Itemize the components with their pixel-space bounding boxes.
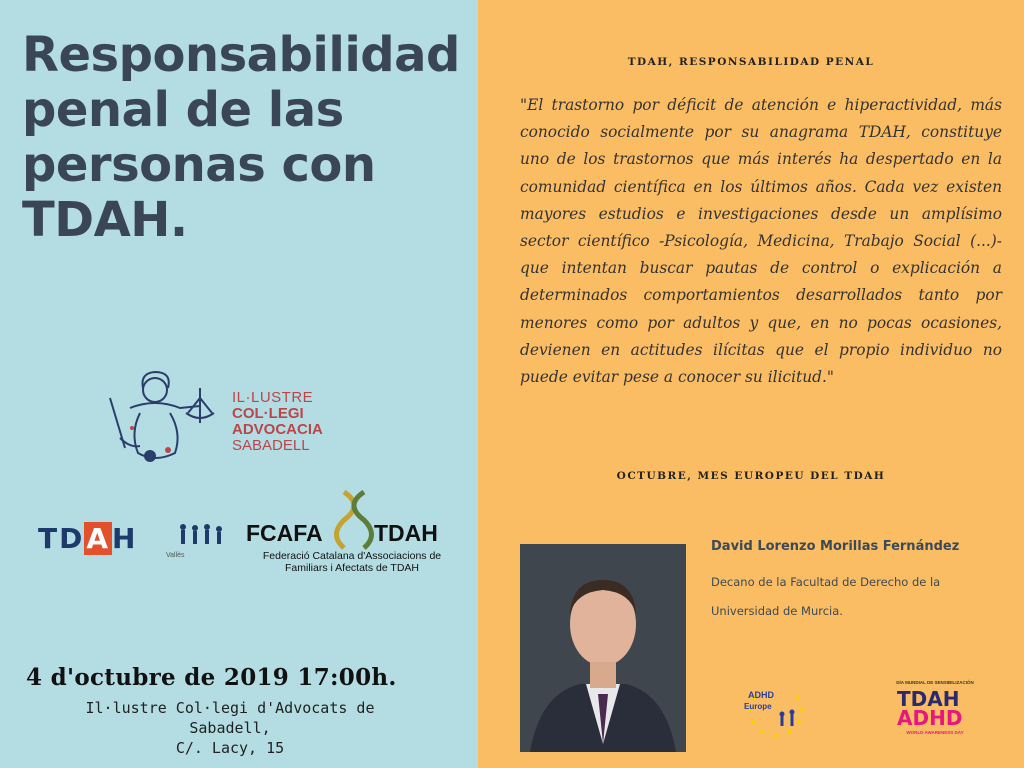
venue-line1: Il·lustre Col·legi d'Advocats de [85,699,375,717]
right-heading: TDAH, RESPONSABILIDAD PENAL [627,56,875,68]
justice-figure-icon [100,368,225,468]
fcafa-subtitle: Federació Catalana d'Associacions de Familiars i Afectats de TDAH [262,550,442,574]
adhd-europe-line1: ADHD [748,690,774,700]
icab-logo [100,368,350,468]
fcafa-wordmark: FCAFA [246,520,323,546]
right-subheading: OCTUBRE, MES EUROPEU DEL TDAH [616,470,886,482]
icab-line1: IL·LUSTRE [232,389,314,406]
tdah-valles-wordmark [38,522,137,555]
speaker-photo [520,544,686,752]
tdah-h: H [112,522,138,555]
world-awareness-day-logo [895,680,975,744]
icab-line2: COL·LEGI [232,405,304,422]
icab-line3: ADVOCACIA [232,421,323,438]
adhd-europe-line2: Europe [744,702,772,711]
dna-helix-icon [334,490,374,550]
quote-text: "El trastorno por déficit de atención e hiperactividad, más conocido socialmente por su anagrama TDAH, constituye uno de los trastornos que más interés ha despertado en la comunidad científica en los últimos años. Cada vez existen mayores estudios e investigaciones desde un amplísimo sector científico -Psicología, Medicina, Trabajo Social (...)- que intentan buscar pautas de control o explicación a determinados comportamientos desarrollados tanto por menores como por adultos y que, en no pocas ocasiones, devienen en actitudes ilícitas que el propio individuo no puede evitar pese a conocer su ilicitud." [520,96,1002,387]
icab-wordmark [232,390,323,454]
event-date: 4 d'octubre de 2019 17:00h. [26,664,397,691]
speaker-portrait-icon [520,544,686,752]
fcafa-tdah: TDAH [374,520,438,546]
speaker-name: David Lorenzo Morillas Fernández [711,539,960,554]
venue-line3: C/. Lacy, 15 [175,739,285,757]
tdah-a: A [86,522,111,555]
world-day-top: DÍA MUNDIAL DE SENSIBILIZACIÓN [896,680,974,685]
adhd-europe-logo [736,684,816,744]
world-day-tdah: TDAH [897,687,960,711]
world-day-bottom: WORLD AWARENESS DAY [906,730,964,735]
venue-line2: Sabadell, [189,719,271,737]
icab-line4: SABADELL [232,437,310,454]
page-title: Responsabilidad penal de las personas con TDAH. [22,27,460,248]
tdah-valles-sub: Vallès [166,552,185,559]
tdah-valles-logo [38,516,228,560]
world-day-adhd: ADHD [897,706,963,730]
event-venue [60,698,400,758]
fcafa-logo [246,490,446,580]
people-silhouettes-icon [178,522,228,552]
tdah-td: TD [38,522,85,555]
speaker-role: Decano de la Facultad de Derecho de la Universidad de Murcia. [711,575,941,618]
